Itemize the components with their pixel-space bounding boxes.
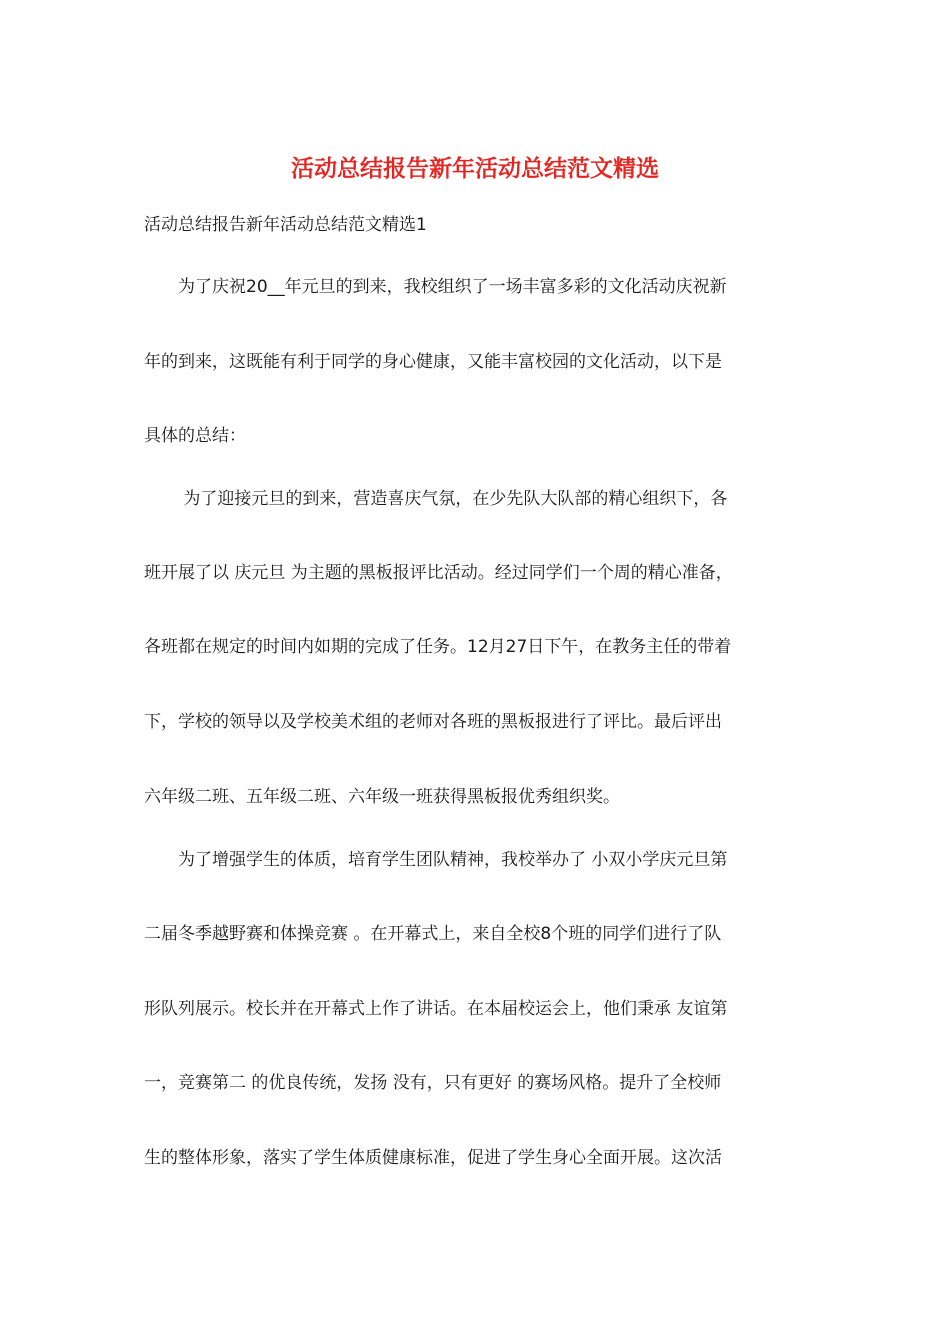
text-line-11: 形队列展示。校长并在开幕式上作了讲话。在本届校运会上，他们秉承 友谊第: [144, 999, 728, 1019]
text-line-4: 为了迎接元旦的到来，营造喜庆气氛，在少先队大队部的精心组织下，各: [144, 489, 728, 509]
text-line-5: 班开展了以 庆元旦 为主题的黑板报评比活动。经过同学们一个周的精心准备，: [144, 563, 733, 583]
text-line-9: 为了增强学生的体质，培育学生团队精神，我校举办了 小双小学庆元旦第: [144, 850, 728, 870]
document-title: 活动总结报告新年活动总结范文精选: [291, 155, 659, 182]
text-line-1: 为了庆祝20__年元旦的到来，我校组织了一场丰富多彩的文化活动庆祝新: [144, 277, 727, 297]
text-line-13: 生的整体形象，落实了学生体质健康标准，促进了学生身心全面开展。这次活: [144, 1148, 722, 1168]
text-line-10: 二届冬季越野赛和体操竞赛 。在开幕式上，来自全校8个班的同学们进行了队: [144, 924, 722, 944]
text-line-7: 下，学校的领导以及学校美术组的老师对各班的黑板报进行了评比。最后评出: [144, 712, 722, 732]
text-line-8: 六年级二班、五年级二班、六年级一班获得黑板报优秀组织奖。: [144, 787, 620, 807]
document-subtitle: 活动总结报告新年活动总结范文精选1: [144, 215, 427, 235]
text-line-12: 一，竞赛第二 的优良传统，发扬 没有，只有更好 的赛场风格。提升了全校师: [144, 1073, 722, 1093]
text-line-6: 各班都在规定的时间内如期的完成了任务。12月27日下午，在教务主任的带着: [144, 637, 732, 657]
text-line-2: 年的到来，这既能有利于同学的身心健康，又能丰富校园的文化活动，以下是: [144, 352, 722, 372]
text-line-3: 具体的总结：: [144, 426, 246, 446]
